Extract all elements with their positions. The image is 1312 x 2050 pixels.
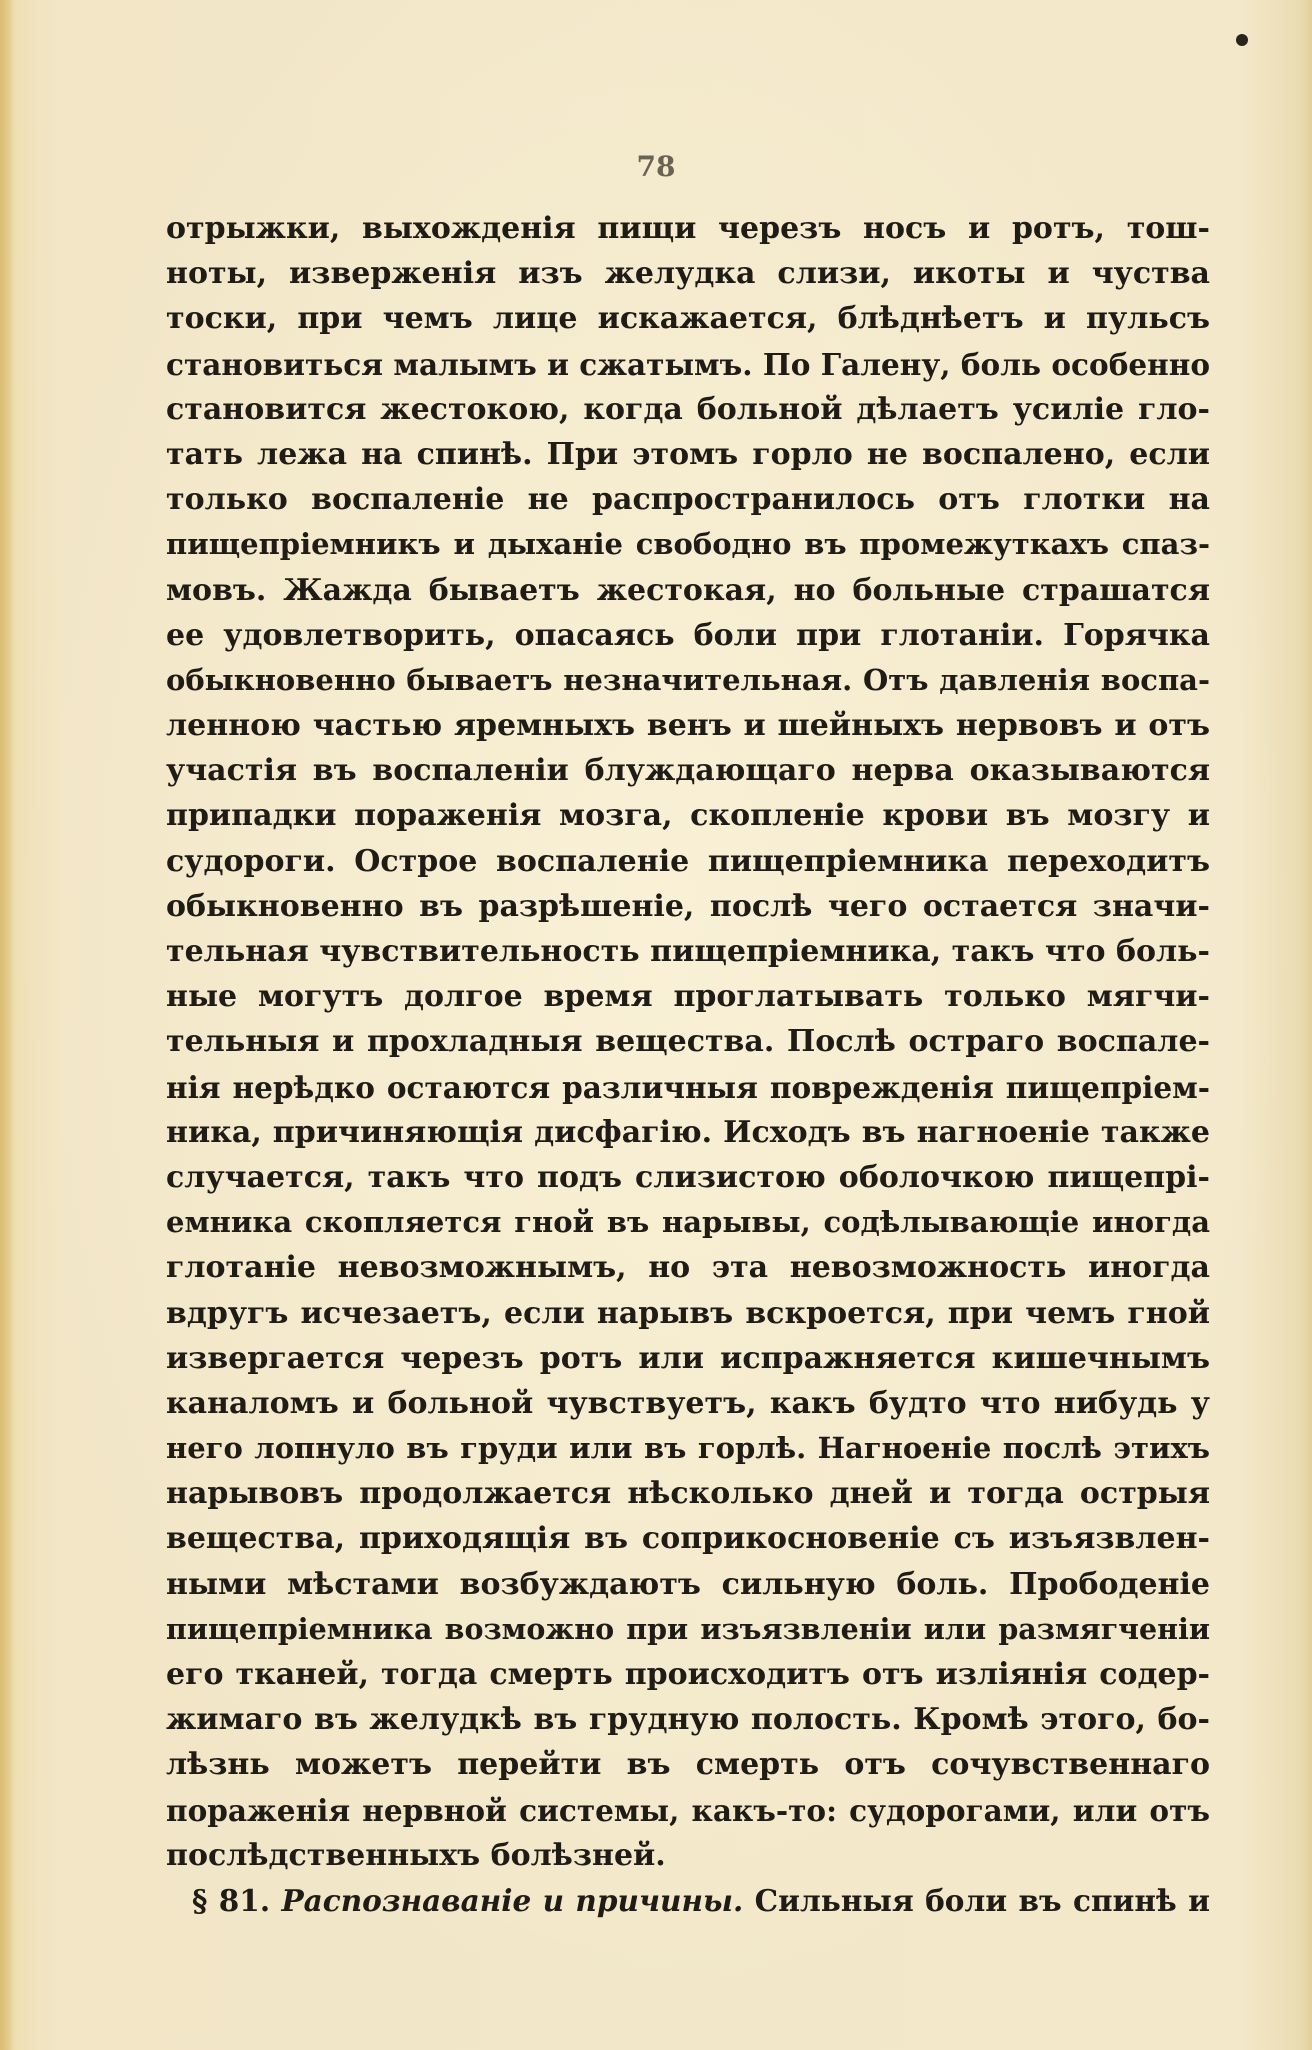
text-line: нія нерѣдко остаются различныя поврежденія пищепріем-: [166, 1069, 1210, 1105]
ink-spot: [1236, 34, 1248, 46]
text-line: обыкновенно въ разрѣшеніе, послѣ чего остается значи-: [166, 888, 1210, 924]
text-line: нарывовъ продолжается нѣсколько дней и тогда острыя: [166, 1476, 1210, 1512]
text-line: только воспаленіе не распространилось отъ глотки на: [166, 482, 1210, 518]
section-heading-line: [166, 1878, 1210, 1923]
section-text: Сильныя боли въ спинѣ и: [754, 1882, 1210, 1918]
text-line: лѣзнь можетъ перейти въ смерть отъ сочувственнаго: [166, 1747, 1210, 1783]
body-text: [166, 206, 1210, 1923]
text-line: пораженія нервной системы, какъ-то: судорогами, или отъ: [166, 1792, 1210, 1828]
text-line: отрыжки, выхожденія пищи черезъ носъ и ротъ, тош-: [166, 211, 1210, 246]
text-line: вдругъ исчезаетъ, если нарывъ вскроется, при чемъ гной: [166, 1295, 1210, 1331]
text-line: ленною частью яремныхъ венъ и шейныхъ нервовъ и отъ: [166, 708, 1210, 744]
text-line: пищепріемникъ и дыханіе свободно въ промежуткахъ спаз-: [166, 527, 1210, 562]
text-line: обыкновенно бываетъ незначительная. Отъ давленія воспа-: [166, 662, 1210, 697]
text-line: пищепріемника возможно при изъязвленіи или размягченіи: [166, 1611, 1210, 1646]
text-line: ее удовлетворить, опасаясь боли при глотаніи. Горячка: [166, 617, 1210, 653]
text-line: судороги. Острое воспаленіе пищепріемника переходитъ: [166, 843, 1210, 879]
text-line: вещества, приходящія въ соприкосновеніе съ изъязвлен-: [166, 1521, 1210, 1557]
text-line: извергается черезъ ротъ или испражняется кишечнымъ: [166, 1340, 1210, 1376]
text-line: его тканей, тогда смерть происходитъ отъ излiянія содер-: [166, 1657, 1210, 1692]
text-line: мовъ. Жажда бываетъ жестокая, но больные страшатся: [166, 572, 1210, 608]
text-line: тельныя и прохладныя вещества. Послѣ остраго воспале-: [166, 1024, 1210, 1060]
text-line: ноты, изверженія изъ желудка слизи, икоты и чуства: [166, 256, 1210, 292]
text-line: глотаніе невозможнымъ, но эта невозможность иногда: [166, 1250, 1210, 1286]
section-mark: § 81.: [192, 1882, 271, 1918]
text-line: случается, такъ что подъ слизистою оболочкою пищепрі-: [166, 1159, 1210, 1195]
text-line: каналомъ и больной чувствуетъ, какъ будто что нибудь у: [166, 1385, 1210, 1421]
text-line: становиться малымъ и сжатымъ. По Галену, боль особенно: [166, 346, 1210, 382]
text-line: жимаго въ желудкѣ въ грудную полость. Кромѣ этого, бо-: [166, 1702, 1210, 1738]
text-line: послѣдственныхъ болѣзней.: [166, 1837, 666, 1873]
text-line: ными мѣстами возбуждаютъ сильную боль. Прободеніе: [166, 1566, 1210, 1602]
text-line: емника скопляется гной въ нарывы, содѣлывающіе иногда: [166, 1205, 1210, 1240]
text-line: становится жестокою, когда больной дѣлаетъ усиліе гло-: [166, 391, 1210, 427]
section-title: Распознаваніе и причины.: [281, 1882, 744, 1918]
text-line: тать лежа на спинѣ. При этомъ горло не воспалено, если: [166, 436, 1210, 472]
text-line: него лопнуло въ груди или въ горлѣ. Нагноеніе послѣ этихъ: [166, 1431, 1210, 1466]
page-edge-shadow: [0, 0, 14, 2050]
text-line: тельная чувствительность пищепріемника, такъ что боль-: [166, 934, 1210, 969]
text-line: тоски, при чемъ лице искажается, блѣднѣетъ и пульсъ: [166, 301, 1210, 337]
text-line: припадки пораженія мозга, скопленіе крови въ мозгу и: [166, 798, 1210, 834]
page-number: 78: [636, 150, 676, 183]
text-line: участія въ воспаленіи блуждающаго нерва оказываются: [166, 753, 1210, 789]
text-line: ника, причиняющія дисфагію. Исходъ въ нагноеніе также: [166, 1114, 1210, 1150]
text-line: ные могутъ долгое время проглатывать только мягчи-: [166, 979, 1210, 1015]
